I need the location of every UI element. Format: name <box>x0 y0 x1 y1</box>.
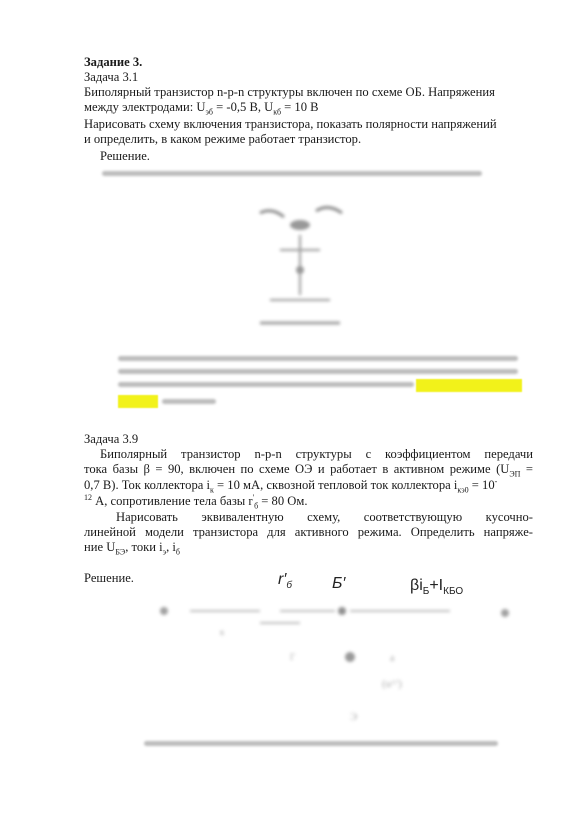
problem-3-9-line-7: ние $U_{БЭ}$, токи $i_э$, $i_б$ <box>84 540 180 557</box>
problem-3-9-line-1: Биполярный транзистор n-p-n структуры с коэффициентом передачи <box>100 447 533 461</box>
blurred-caption-2 <box>144 741 498 746</box>
problem-3-9-line-2: тока базы β = 90, включен по схеме ОЭ и работает в активном режиме ($U_{ЭП}$ = <box>84 462 533 479</box>
svg-text:а: а <box>390 653 395 664</box>
svg-text:Г: Г <box>290 652 296 662</box>
svg-text:Э: Э <box>350 711 358 723</box>
yellow-highlight-1 <box>416 379 522 392</box>
figure-label-base: Б′ <box>332 575 346 592</box>
problem-3-1-line-1: Биполярный транзистор n-p-n структуры включен по схеме ОБ. Напряжения <box>84 85 495 99</box>
svg-text:(u^'): (u^') <box>382 678 402 690</box>
problem-3-9-line-5: Нарисовать эквивалентную схему, соответствующую кусочно- <box>116 510 533 524</box>
problem-3-9-heading: Задача 3.9 <box>84 432 139 446</box>
problem-3-1-line-3: Нарисовать схему включения транзистора, показать полярности напряжений <box>84 117 497 131</box>
blurred-circuit-2 <box>150 595 530 735</box>
problem-3-1-heading: Задача 3.1 <box>84 70 139 84</box>
figure-label-current-source: $\beta i_Б+I_{КБО}$ <box>410 577 464 595</box>
problem-3-9-solution-label: Решение. <box>84 571 134 585</box>
yellow-highlight-2 <box>118 395 158 408</box>
problem-3-9-line-3: 0,7 В). Ток коллектора $i_к = 10$ мА, сквозной тепловой ток коллектора $i_{кэ0} = 10^-$ <box>84 476 498 495</box>
problem-3-1-solution-label: Решение. <box>100 149 150 163</box>
problem-3-1-line-4: и определить, в каком режиме работает транзистор. <box>84 132 362 146</box>
problem-3-9-line-4: $^{12}$ А, сопротивление тела базы $r'_б = 80$ Ом. <box>84 492 308 511</box>
figure-label-rb: $r'_б$ <box>278 571 292 592</box>
task-title: Задание 3. <box>84 55 143 69</box>
svg-text:к: к <box>220 627 225 637</box>
problem-3-1-line-2: между электродами: $U_{эб} = -0,5$ В, $U_{кб} = 10$ В <box>84 100 319 117</box>
blurred-circuit-1 <box>250 195 360 335</box>
problem-3-9-line-6: линейной модели транзистора для активного режима. Определить напряже- <box>84 525 533 539</box>
